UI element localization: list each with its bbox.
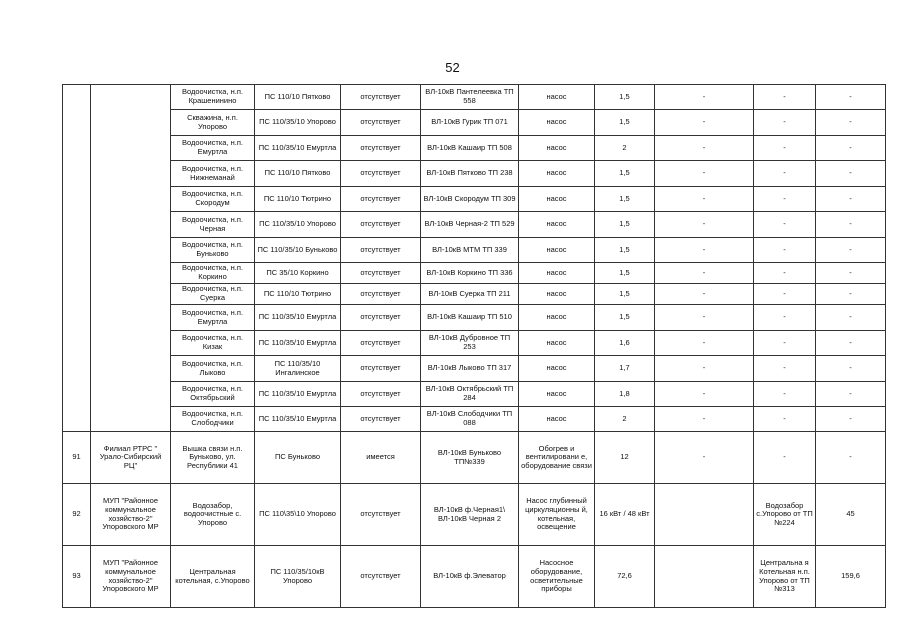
cell-obj: Скважина, н.п. Упорово (171, 110, 255, 136)
cell-equip: насос (519, 382, 595, 407)
cell-c8: - (655, 212, 754, 238)
cell-line: ВЛ-10кВ Слободчики ТП 088 (421, 407, 519, 432)
cell-num: 91 (63, 432, 91, 484)
cell-obj: Центральная котельная, с.Упорово (171, 546, 255, 608)
cell-ps: ПС 110/35/10 Ингалинское (255, 356, 341, 382)
cell-power: 12 (595, 432, 655, 484)
cell-ps: ПС 110/10 Тютрино (255, 187, 341, 212)
cell-c8: - (655, 238, 754, 263)
cell-c10: 159,6 (816, 546, 886, 608)
table-row (63, 305, 886, 331)
cell-obj: Водоочистка, н.п. Кизак (171, 331, 255, 356)
cell-status: отсутствует (341, 284, 421, 305)
cell-status: отсутствует (341, 484, 421, 546)
cell-power: 1,5 (595, 263, 655, 284)
cell-c9: - (754, 85, 816, 110)
cell-line: ВЛ-10кВ Гурик ТП 071 (421, 110, 519, 136)
cell-c8: - (655, 331, 754, 356)
cell-obj: Водоочистка, н.п. Черная (171, 212, 255, 238)
cell-power: 1,8 (595, 382, 655, 407)
cell-obj: Водоочистка, н.п. Емуртла (171, 305, 255, 331)
cell-power: 2 (595, 136, 655, 161)
cell-c9: - (754, 356, 816, 382)
cell-line: ВЛ-10кВ Скородум ТП 309 (421, 187, 519, 212)
cell-power: 1,5 (595, 238, 655, 263)
table-row (63, 85, 886, 110)
cell-c10: - (816, 331, 886, 356)
cell-c9: Центральна я Котельная н.п. Упорово от ТП №313 (754, 546, 816, 608)
cell-equip: насос (519, 263, 595, 284)
cell-line: ВЛ-10кВ Пантелеевка ТП 558 (421, 85, 519, 110)
cell-c10: - (816, 305, 886, 331)
cell-obj: Водоочистка, н.п. Скородум (171, 187, 255, 212)
cell-ps: ПС 110/35/10 Упорово (255, 212, 341, 238)
cell-num: 92 (63, 484, 91, 546)
table-row (63, 110, 886, 136)
cell-line: ВЛ-10кВ Лыково ТП 317 (421, 356, 519, 382)
cell-power: 1,5 (595, 85, 655, 110)
cell-status: отсутствует (341, 136, 421, 161)
cell-status: отсутствует (341, 187, 421, 212)
table-row (63, 187, 886, 212)
cell-equip: Обогрев и вентилировани е, оборудование связи (519, 432, 595, 484)
cell-c8: - (655, 407, 754, 432)
cell-obj: Водоочистка, н.п. Слободчики (171, 407, 255, 432)
cell-equip: насос (519, 85, 595, 110)
table-row (63, 284, 886, 305)
table-body (63, 85, 886, 608)
cell-power: 1,6 (595, 331, 655, 356)
cell-ps: ПС 110/35/10 Буньково (255, 238, 341, 263)
cell-c8: - (655, 110, 754, 136)
cell-equip: насос (519, 238, 595, 263)
cell-c10: - (816, 263, 886, 284)
cell-c9: - (754, 187, 816, 212)
cell-c8: - (655, 136, 754, 161)
cell-power: 2 (595, 407, 655, 432)
cell-line: ВЛ-10кВ Черная-2 ТП 529 (421, 212, 519, 238)
cell-equip: насос (519, 284, 595, 305)
cell-obj: Водоочистка, н.п. Коркино (171, 263, 255, 284)
cell-obj: Водоочистка, н.п. Крашенинино (171, 85, 255, 110)
cell-power: 1,5 (595, 212, 655, 238)
cell-c10: - (816, 356, 886, 382)
cell-c8 (655, 484, 754, 546)
cell-org: МУП "Районное коммунальное хозяйство-2" Упоровского МР (91, 546, 171, 608)
cell-line: ВЛ-10кВ Дубровное ТП 253 (421, 331, 519, 356)
table-row (63, 212, 886, 238)
cell-c9: - (754, 161, 816, 187)
cell-line: ВЛ-10кВ Октябрьский ТП 284 (421, 382, 519, 407)
cell-c9: - (754, 382, 816, 407)
table-row (63, 161, 886, 187)
table-row (63, 407, 886, 432)
cell-ps: ПС Буньково (255, 432, 341, 484)
cell-c10: - (816, 382, 886, 407)
cell-equip: насос (519, 187, 595, 212)
cell-ps: ПС 110/35/10 Емуртла (255, 136, 341, 161)
cell-power: 1,5 (595, 110, 655, 136)
cell-equip: Насос глубинный циркуляционны й, котельная, освещение (519, 484, 595, 546)
cell-power: 1,5 (595, 284, 655, 305)
cell-equip: насос (519, 407, 595, 432)
cell-ps: ПС 110/10 Тютрино (255, 284, 341, 305)
cell-c8: - (655, 432, 754, 484)
cell-ps: ПС 110/35/10 Упорово (255, 110, 341, 136)
cell-line: ВЛ-10кВ МТМ ТП 339 (421, 238, 519, 263)
cell-c8 (655, 546, 754, 608)
cell-status: отсутствует (341, 238, 421, 263)
cell-status: отсутствует (341, 356, 421, 382)
cell-power: 1,5 (595, 161, 655, 187)
cell-ps: ПС 35/10 Коркино (255, 263, 341, 284)
table-row (63, 382, 886, 407)
cell-ps: ПС 110/10 Пятково (255, 85, 341, 110)
table-row (63, 238, 886, 263)
cell-c9: - (754, 284, 816, 305)
cell-line: ВЛ-10кВ Кашаир ТП 508 (421, 136, 519, 161)
cell-line: ВЛ-10кВ Суерка ТП 211 (421, 284, 519, 305)
cell-c9: - (754, 432, 816, 484)
cell-equip: насос (519, 110, 595, 136)
cell-ps: ПС 110/10 Пятково (255, 161, 341, 187)
cell-c9: - (754, 331, 816, 356)
table-row (63, 546, 886, 608)
cell-line: ВЛ-10кВ ф.Черная1\ ВЛ-10кВ Черная 2 (421, 484, 519, 546)
energy-consumers-table (62, 84, 886, 608)
table-row (63, 331, 886, 356)
cell-equip: насос (519, 356, 595, 382)
cell-line: ВЛ-10кВ ф.Элеватор (421, 546, 519, 608)
cell-power: 1,5 (595, 305, 655, 331)
cell-equip: насос (519, 331, 595, 356)
cell-c10: - (816, 212, 886, 238)
cell-obj: Водоочистка, н.п. Октябрьский (171, 382, 255, 407)
cell-obj: Водозабор, водоочистные с. Упорово (171, 484, 255, 546)
cell-c10: - (816, 432, 886, 484)
cell-c8: - (655, 187, 754, 212)
cell-line: ВЛ-10кВ Буньково ТП№339 (421, 432, 519, 484)
cell-equip: насос (519, 305, 595, 331)
cell-c9: - (754, 305, 816, 331)
cell-org: МУП "Районное коммунальное хозяйство-2" Упоровского МР (91, 484, 171, 546)
cell-status: отсутствует (341, 382, 421, 407)
page-number: 52 (445, 60, 460, 75)
cell-status: отсутствует (341, 407, 421, 432)
cell-c9: - (754, 238, 816, 263)
cell-c10: - (816, 238, 886, 263)
cell-c10: - (816, 136, 886, 161)
cell-equip: Насосное оборудование, осветительные приборы (519, 546, 595, 608)
cell-power: 1,7 (595, 356, 655, 382)
cell-equip: насос (519, 212, 595, 238)
cell-obj: Водоочистка, н.п. Буньково (171, 238, 255, 263)
num-cell (63, 85, 91, 432)
cell-status: отсутствует (341, 110, 421, 136)
cell-obj: Водоочистка, н.п. Емуртла (171, 136, 255, 161)
cell-ps: ПС 110\35\10 Упорово (255, 484, 341, 546)
cell-org: Филиал РТРС " Урало-Сибирский РЦ" (91, 432, 171, 484)
cell-c10: - (816, 85, 886, 110)
cell-c10: - (816, 187, 886, 212)
cell-obj: Водоочистка, н.п. Нижнеманай (171, 161, 255, 187)
cell-obj: Водоочистка, н.п. Суерка (171, 284, 255, 305)
cell-c8: - (655, 382, 754, 407)
cell-status: отсутствует (341, 212, 421, 238)
table-row (63, 263, 886, 284)
cell-c9: - (754, 136, 816, 161)
cell-power: 16 кВт / 48 кВт (595, 484, 655, 546)
cell-status: отсутствует (341, 305, 421, 331)
cell-equip: насос (519, 161, 595, 187)
cell-c8: - (655, 161, 754, 187)
cell-c9: - (754, 407, 816, 432)
cell-c9: - (754, 110, 816, 136)
cell-status: отсутствует (341, 263, 421, 284)
cell-obj: Вышка связи н.п. Буньково, ул. Республики 41 (171, 432, 255, 484)
cell-c8: - (655, 284, 754, 305)
table-row (63, 484, 886, 546)
cell-line: ВЛ-10кВ Кашаир ТП 510 (421, 305, 519, 331)
cell-c9: - (754, 263, 816, 284)
cell-status: отсутствует (341, 331, 421, 356)
cell-power: 1,5 (595, 187, 655, 212)
cell-ps: ПС 110/35/10 Емуртла (255, 407, 341, 432)
table-row (63, 136, 886, 161)
cell-ps: ПС 110/35/10 Емуртла (255, 382, 341, 407)
table-row (63, 432, 886, 484)
cell-status: отсутствует (341, 161, 421, 187)
cell-power: 72,6 (595, 546, 655, 608)
cell-c9: Водозабор с.Упорово от ТП №224 (754, 484, 816, 546)
org-cell (91, 85, 171, 432)
cell-status: имеется (341, 432, 421, 484)
cell-c10: - (816, 284, 886, 305)
table-row (63, 356, 886, 382)
cell-line: ВЛ-10кВ Коркино ТП 336 (421, 263, 519, 284)
cell-status: отсутствует (341, 546, 421, 608)
cell-num: 93 (63, 546, 91, 608)
cell-line: ВЛ-10кВ Пятково ТП 238 (421, 161, 519, 187)
cell-c8: - (655, 85, 754, 110)
cell-ps: ПС 110/35/10 Емуртла (255, 305, 341, 331)
cell-c10: - (816, 110, 886, 136)
cell-obj: Водоочистка, н.п. Лыково (171, 356, 255, 382)
cell-c8: - (655, 305, 754, 331)
cell-c10: 45 (816, 484, 886, 546)
cell-ps: ПС 110/35/10кВ Упорово (255, 546, 341, 608)
cell-c8: - (655, 263, 754, 284)
cell-c10: - (816, 407, 886, 432)
cell-c8: - (655, 356, 754, 382)
cell-c10: - (816, 161, 886, 187)
cell-status: отсутствует (341, 85, 421, 110)
cell-ps: ПС 110/35/10 Емуртла (255, 331, 341, 356)
cell-c9: - (754, 212, 816, 238)
cell-equip: насос (519, 136, 595, 161)
